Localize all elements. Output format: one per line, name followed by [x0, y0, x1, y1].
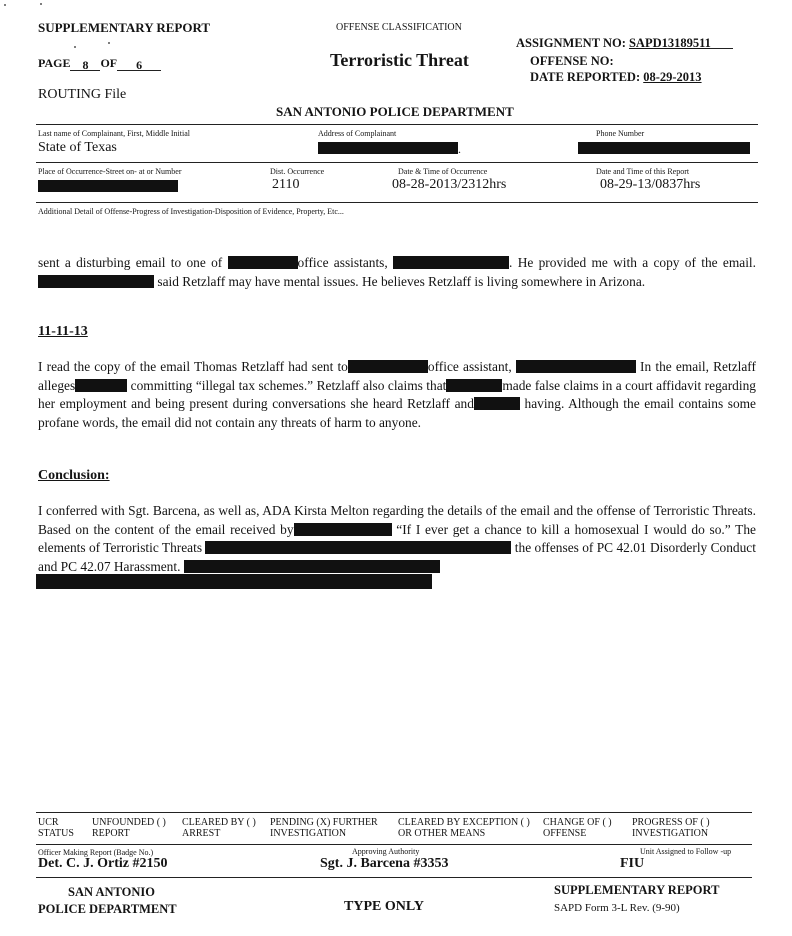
assignment-underline: [711, 36, 733, 49]
page-count: [38, 56, 161, 71]
department-title: SAN ANTONIO POLICE DEPARTMENT: [276, 104, 514, 119]
scan-speck: [4, 4, 6, 6]
district-value: 2110: [272, 177, 300, 192]
page-label: PAGE: [38, 56, 71, 70]
offense-classification-label: OFFENSE CLASSIFICATION: [336, 22, 462, 33]
report-time-label: Date and Time of this Report: [596, 167, 690, 176]
p1-text-a: sent a disturbing email to one of: [38, 255, 223, 270]
redaction-phone: [578, 142, 750, 154]
assignment-label: ASSIGNMENT NO:: [516, 36, 626, 50]
form-rule-mid: [36, 162, 758, 163]
unit-label: Unit Assigned to Follow -up: [640, 847, 732, 856]
redaction: [205, 541, 511, 554]
date-reported: [530, 70, 702, 85]
footer-dept-line1: SAN ANTONIO: [68, 885, 155, 899]
footer-rule-mid: [36, 844, 752, 845]
date-heading: 11-11-13: [38, 324, 88, 339]
officer-value: Det. C. J. Ortiz #2150: [38, 856, 168, 871]
p3-text-b: “If I ever get a chance to kill a homosexual I would do so.” The elements of Terroristic Threats: [38, 521, 756, 555]
offense-classification-value: Terroristic Threat: [330, 50, 469, 70]
redaction: [348, 360, 428, 373]
p2-text-f: having. Although the email contains some profane words, the email did not contain any threats of harm to anyone.: [38, 396, 756, 430]
paragraph-1: [38, 254, 756, 291]
occurrence-value: 08-28-2013/2312hrs: [392, 177, 507, 192]
occurrence-label: Date & Time of Occurrence: [398, 167, 488, 176]
approving-label: Approving Authority: [352, 847, 420, 856]
p1-text-d: said Retzlaff may have mental issues. He believes Retzlaff is living somewhere in Arizona.: [157, 273, 646, 289]
paragraph-3: [38, 502, 756, 576]
complainant-value: State of Texas: [38, 140, 117, 155]
assignment-value: SAPD13189511: [628, 36, 711, 50]
redaction: [228, 256, 298, 269]
form-rule-bottom: [36, 202, 758, 203]
pending-investigation: PENDING (X) FURTHER INVESTIGATION: [270, 817, 378, 839]
unfounded-report: UNFOUNDED ( ) REPORT: [92, 817, 166, 839]
date-reported-value: 08-29-2013: [643, 70, 702, 84]
redaction: [516, 360, 636, 373]
p3-text-c: the offenses of PC 42.01 Disorderly Conduct and PC 42.07 Harassment.: [38, 540, 756, 574]
redaction: [446, 379, 502, 392]
p1-text-b: office assistants,: [297, 255, 388, 270]
p2-text-c: In the email, Retzlaff alleges: [38, 359, 756, 393]
redaction: [474, 397, 520, 410]
redaction: [184, 560, 440, 573]
change-of-offense: CHANGE OF ( ) OFFENSE: [543, 817, 612, 839]
cleared-by-exception: CLEARED BY EXCEPTION ( ) OR OTHER MEANS: [398, 817, 530, 839]
footer-rule-top: [36, 812, 752, 813]
redaction: [75, 379, 127, 392]
routing: ROUTING File: [38, 87, 127, 102]
progress-of-investigation: PROGRESS OF ( ) INVESTIGATION: [632, 817, 710, 839]
assignment-no: [516, 36, 733, 51]
cleared-by-arrest: CLEARED BY ( ) ARREST: [182, 817, 256, 839]
ucr-status: UCR STATUS: [38, 817, 74, 839]
report-time-value: 08-29-13/0837hrs: [600, 177, 701, 192]
address-label: Address of Complainant: [318, 129, 397, 138]
footer-dept-line2: POLICE DEPARTMENT: [38, 902, 177, 916]
redaction: [38, 275, 154, 288]
form-rule-top: [36, 124, 758, 125]
p3-text-a: I conferred with Sgt. Barcena, as well as, ADA Kirsta Melton regarding the details of the email and the offense of Terroristic Threats. Based on the content of the email received by: [38, 503, 756, 537]
type-only: TYPE ONLY: [344, 899, 425, 914]
scan-speck: [108, 42, 110, 44]
offense-no-label: OFFENSE NO:: [530, 54, 614, 68]
conclusion-heading: Conclusion:: [38, 468, 110, 483]
of-label: OF: [100, 56, 118, 70]
paragraph-2: [38, 358, 756, 432]
footer-report-title: SUPPLEMENTARY REPORT: [554, 883, 720, 897]
phone-label: Phone Number: [596, 129, 645, 138]
form-number: SAPD Form 3-L Rev. (9-90): [554, 902, 680, 914]
place-label: Place of Occurrence-Street on- at or Number: [38, 167, 182, 176]
scan-speck: [74, 46, 76, 48]
unit-value: FIU: [620, 856, 645, 871]
p2-text-a: I read the copy of the email Thomas Retzlaff had sent to: [38, 359, 348, 374]
date-reported-label: DATE REPORTED:: [530, 70, 641, 84]
redaction-address: [318, 142, 458, 154]
district-label: Dist. Occurrence: [270, 167, 325, 176]
redaction-final-line: [36, 574, 432, 589]
p2-text-e: made false claims in a court affidavit regarding her employment and being present during conversations she heard Retzlaff and: [38, 377, 756, 411]
approving-value: Sgt. J. Barcena #3353: [320, 856, 449, 871]
additional-detail-label: Additional Detail of Offense-Progress of Investigation-Disposition of Evidence, Property, Etc...: [38, 207, 344, 216]
scan-speck: [40, 3, 42, 5]
redaction: [294, 523, 392, 536]
of-value: 6: [117, 58, 161, 71]
p2-text-b: office assistant,: [427, 359, 512, 374]
redaction: [393, 256, 509, 269]
redaction-place: [38, 180, 178, 192]
report-title: SUPPLEMENTARY REPORT: [38, 20, 211, 35]
complainant-label: Last name of Complainant, First, Middle Initial: [38, 129, 190, 138]
p2-text-d: committing “illegal tax schemes.” Retzlaff also claims that: [130, 377, 447, 393]
page-value: 8: [70, 58, 100, 71]
address-period: .: [458, 142, 461, 156]
officer-label: Officer Making Report (Badge No.): [38, 848, 154, 857]
footer-rule-bottom: [36, 877, 752, 878]
p1-text-c: . He provided me with a copy of the email.: [509, 255, 756, 270]
